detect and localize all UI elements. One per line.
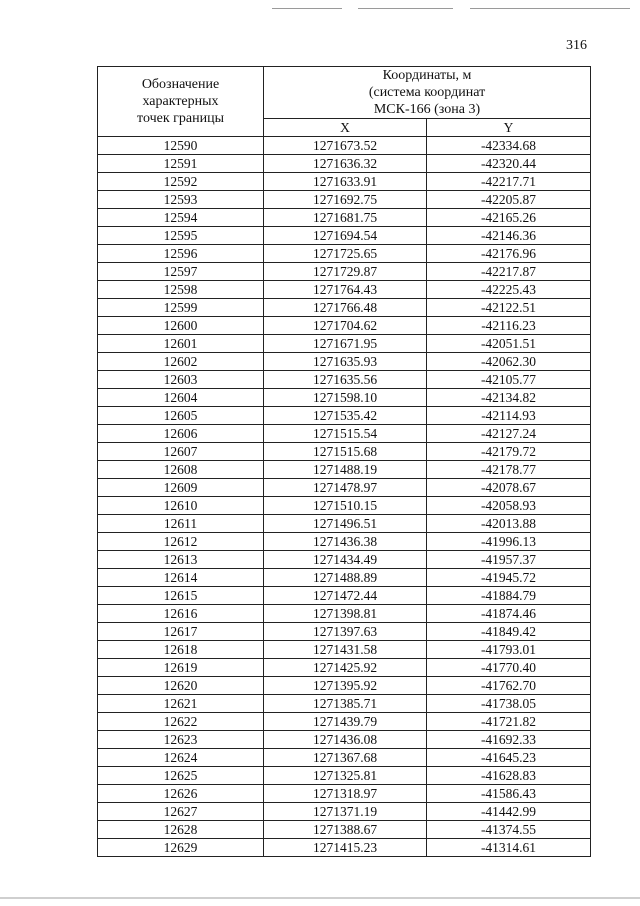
cell-x: 1271692.75 bbox=[264, 191, 427, 209]
cell-point-id: 12612 bbox=[98, 533, 264, 551]
scan-artifact-line bbox=[272, 8, 342, 9]
header-point-line: характерных bbox=[142, 94, 219, 109]
cell-y: -41849.42 bbox=[427, 623, 591, 641]
cell-point-id: 12606 bbox=[98, 425, 264, 443]
cell-x: 1271764.43 bbox=[264, 281, 427, 299]
cell-y: -41692.33 bbox=[427, 731, 591, 749]
scan-artifact-line bbox=[470, 8, 630, 9]
cell-point-id: 12623 bbox=[98, 731, 264, 749]
table-row bbox=[98, 641, 591, 659]
cell-x: 1271488.89 bbox=[264, 569, 427, 587]
cell-point-id: 12611 bbox=[98, 515, 264, 533]
cell-x: 1271478.97 bbox=[264, 479, 427, 497]
cell-y: -42334.68 bbox=[427, 137, 591, 155]
cell-x: 1271325.81 bbox=[264, 767, 427, 785]
table-row bbox=[98, 785, 591, 803]
cell-point-id: 12617 bbox=[98, 623, 264, 641]
header-x: X bbox=[264, 119, 427, 137]
cell-point-id: 12614 bbox=[98, 569, 264, 587]
cell-point-id: 12616 bbox=[98, 605, 264, 623]
cell-point-id: 12629 bbox=[98, 839, 264, 857]
cell-x: 1271766.48 bbox=[264, 299, 427, 317]
table-row bbox=[98, 569, 591, 587]
table-row bbox=[98, 191, 591, 209]
table-row bbox=[98, 803, 591, 821]
table-row bbox=[98, 371, 591, 389]
cell-x: 1271318.97 bbox=[264, 785, 427, 803]
cell-point-id: 12596 bbox=[98, 245, 264, 263]
cell-point-id: 12590 bbox=[98, 137, 264, 155]
cell-y: -42217.87 bbox=[427, 263, 591, 281]
cell-point-id: 12595 bbox=[98, 227, 264, 245]
table-row bbox=[98, 389, 591, 407]
cell-x: 1271636.32 bbox=[264, 155, 427, 173]
table-row bbox=[98, 515, 591, 533]
table-row bbox=[98, 731, 591, 749]
table-row bbox=[98, 695, 591, 713]
cell-point-id: 12602 bbox=[98, 353, 264, 371]
cell-point-id: 12600 bbox=[98, 317, 264, 335]
table-row bbox=[98, 551, 591, 569]
cell-point-id: 12598 bbox=[98, 281, 264, 299]
cell-y: -41762.70 bbox=[427, 677, 591, 695]
table-row bbox=[98, 749, 591, 767]
header-coord-line: (система координат bbox=[368, 85, 486, 100]
cell-x: 1271510.15 bbox=[264, 497, 427, 515]
table-row bbox=[98, 461, 591, 479]
cell-point-id: 12591 bbox=[98, 155, 264, 173]
cell-point-id: 12593 bbox=[98, 191, 264, 209]
table-row bbox=[98, 533, 591, 551]
table-row bbox=[98, 425, 591, 443]
cell-x: 1271388.67 bbox=[264, 821, 427, 839]
cell-point-id: 12608 bbox=[98, 461, 264, 479]
cell-point-id: 12627 bbox=[98, 803, 264, 821]
cell-point-id: 12619 bbox=[98, 659, 264, 677]
table-body bbox=[98, 137, 591, 857]
table-row bbox=[98, 281, 591, 299]
cell-y: -42062.30 bbox=[427, 353, 591, 371]
table-row bbox=[98, 299, 591, 317]
table-row bbox=[98, 677, 591, 695]
table-row bbox=[98, 479, 591, 497]
cell-x: 1271398.81 bbox=[264, 605, 427, 623]
cell-y: -42078.67 bbox=[427, 479, 591, 497]
cell-y: -42013.88 bbox=[427, 515, 591, 533]
cell-x: 1271515.68 bbox=[264, 443, 427, 461]
scan-bottom-edge bbox=[0, 897, 640, 899]
cell-y: -42146.36 bbox=[427, 227, 591, 245]
cell-y: -42058.93 bbox=[427, 497, 591, 515]
table-row bbox=[98, 623, 591, 641]
table-row bbox=[98, 605, 591, 623]
cell-x: 1271535.42 bbox=[264, 407, 427, 425]
cell-x: 1271635.93 bbox=[264, 353, 427, 371]
table-row bbox=[98, 263, 591, 281]
header-point-line: Обозначение bbox=[141, 77, 220, 92]
cell-y: -41770.40 bbox=[427, 659, 591, 677]
cell-point-id: 12592 bbox=[98, 173, 264, 191]
cell-point-id: 12624 bbox=[98, 749, 264, 767]
cell-point-id: 12615 bbox=[98, 587, 264, 605]
table-row bbox=[98, 335, 591, 353]
table-row bbox=[98, 659, 591, 677]
table-row bbox=[98, 497, 591, 515]
cell-y: -41738.05 bbox=[427, 695, 591, 713]
scan-artifact-line bbox=[358, 8, 453, 9]
cell-x: 1271395.92 bbox=[264, 677, 427, 695]
cell-point-id: 12603 bbox=[98, 371, 264, 389]
cell-x: 1271385.71 bbox=[264, 695, 427, 713]
cell-point-id: 12604 bbox=[98, 389, 264, 407]
cell-x: 1271704.62 bbox=[264, 317, 427, 335]
cell-x: 1271671.95 bbox=[264, 335, 427, 353]
cell-y: -41874.46 bbox=[427, 605, 591, 623]
table-header bbox=[98, 67, 591, 137]
cell-x: 1271515.54 bbox=[264, 425, 427, 443]
header-point-line: точек границы bbox=[137, 111, 224, 126]
coordinates-table bbox=[97, 66, 591, 857]
cell-y: -42165.26 bbox=[427, 209, 591, 227]
cell-x: 1271425.92 bbox=[264, 659, 427, 677]
cell-y: -41314.61 bbox=[427, 839, 591, 857]
cell-y: -42105.77 bbox=[427, 371, 591, 389]
table-row bbox=[98, 155, 591, 173]
cell-y: -41442.99 bbox=[427, 803, 591, 821]
table-row bbox=[98, 317, 591, 335]
cell-point-id: 12625 bbox=[98, 767, 264, 785]
cell-point-id: 12626 bbox=[98, 785, 264, 803]
table-row bbox=[98, 767, 591, 785]
cell-y: -42217.71 bbox=[427, 173, 591, 191]
table-row bbox=[98, 137, 591, 155]
cell-y: -42179.72 bbox=[427, 443, 591, 461]
cell-y: -41374.55 bbox=[427, 821, 591, 839]
header-point-designation bbox=[98, 67, 264, 137]
cell-point-id: 12622 bbox=[98, 713, 264, 731]
cell-x: 1271635.56 bbox=[264, 371, 427, 389]
cell-x: 1271472.44 bbox=[264, 587, 427, 605]
cell-point-id: 12613 bbox=[98, 551, 264, 569]
cell-x: 1271633.91 bbox=[264, 173, 427, 191]
header-coord-line: МСК-166 (зона 3) bbox=[373, 102, 481, 117]
cell-x: 1271694.54 bbox=[264, 227, 427, 245]
cell-x: 1271415.23 bbox=[264, 839, 427, 857]
cell-x: 1271496.51 bbox=[264, 515, 427, 533]
cell-y: -42114.93 bbox=[427, 407, 591, 425]
cell-y: -41957.37 bbox=[427, 551, 591, 569]
cell-point-id: 12610 bbox=[98, 497, 264, 515]
cell-x: 1271729.87 bbox=[264, 263, 427, 281]
cell-point-id: 12618 bbox=[98, 641, 264, 659]
table-row bbox=[98, 245, 591, 263]
cell-x: 1271598.10 bbox=[264, 389, 427, 407]
table-row bbox=[98, 821, 591, 839]
cell-y: -42176.96 bbox=[427, 245, 591, 263]
cell-y: -42320.44 bbox=[427, 155, 591, 173]
cell-y: -41645.23 bbox=[427, 749, 591, 767]
cell-y: -42178.77 bbox=[427, 461, 591, 479]
cell-y: -41721.82 bbox=[427, 713, 591, 731]
cell-point-id: 12607 bbox=[98, 443, 264, 461]
cell-y: -42205.87 bbox=[427, 191, 591, 209]
cell-point-id: 12621 bbox=[98, 695, 264, 713]
cell-x: 1271367.68 bbox=[264, 749, 427, 767]
table-row bbox=[98, 713, 591, 731]
table-row bbox=[98, 407, 591, 425]
cell-y: -42127.24 bbox=[427, 425, 591, 443]
cell-x: 1271488.19 bbox=[264, 461, 427, 479]
header-coord-line: Координаты, м bbox=[382, 68, 472, 83]
cell-y: -41793.01 bbox=[427, 641, 591, 659]
cell-x: 1271436.38 bbox=[264, 533, 427, 551]
table-row bbox=[98, 443, 591, 461]
cell-x: 1271439.79 bbox=[264, 713, 427, 731]
page-number: 316 bbox=[566, 38, 587, 53]
table-row bbox=[98, 209, 591, 227]
cell-point-id: 12599 bbox=[98, 299, 264, 317]
cell-x: 1271681.75 bbox=[264, 209, 427, 227]
cell-point-id: 12605 bbox=[98, 407, 264, 425]
cell-x: 1271434.49 bbox=[264, 551, 427, 569]
cell-point-id: 12628 bbox=[98, 821, 264, 839]
cell-point-id: 12609 bbox=[98, 479, 264, 497]
table-row bbox=[98, 353, 591, 371]
cell-y: -42116.23 bbox=[427, 317, 591, 335]
cell-x: 1271436.08 bbox=[264, 731, 427, 749]
cell-y: -41996.13 bbox=[427, 533, 591, 551]
cell-y: -41628.83 bbox=[427, 767, 591, 785]
header-y: Y bbox=[427, 119, 591, 137]
table-row bbox=[98, 587, 591, 605]
cell-x: 1271673.52 bbox=[264, 137, 427, 155]
cell-y: -41945.72 bbox=[427, 569, 591, 587]
cell-y: -41884.79 bbox=[427, 587, 591, 605]
cell-y: -42225.43 bbox=[427, 281, 591, 299]
cell-y: -42134.82 bbox=[427, 389, 591, 407]
cell-y: -42051.51 bbox=[427, 335, 591, 353]
cell-x: 1271431.58 bbox=[264, 641, 427, 659]
table-row bbox=[98, 227, 591, 245]
cell-x: 1271371.19 bbox=[264, 803, 427, 821]
cell-x: 1271725.65 bbox=[264, 245, 427, 263]
cell-y: -42122.51 bbox=[427, 299, 591, 317]
cell-point-id: 12594 bbox=[98, 209, 264, 227]
table-row bbox=[98, 173, 591, 191]
cell-x: 1271397.63 bbox=[264, 623, 427, 641]
cell-point-id: 12601 bbox=[98, 335, 264, 353]
header-coordinates bbox=[264, 67, 591, 119]
cell-y: -41586.43 bbox=[427, 785, 591, 803]
cell-point-id: 12597 bbox=[98, 263, 264, 281]
table-row bbox=[98, 839, 591, 857]
cell-point-id: 12620 bbox=[98, 677, 264, 695]
